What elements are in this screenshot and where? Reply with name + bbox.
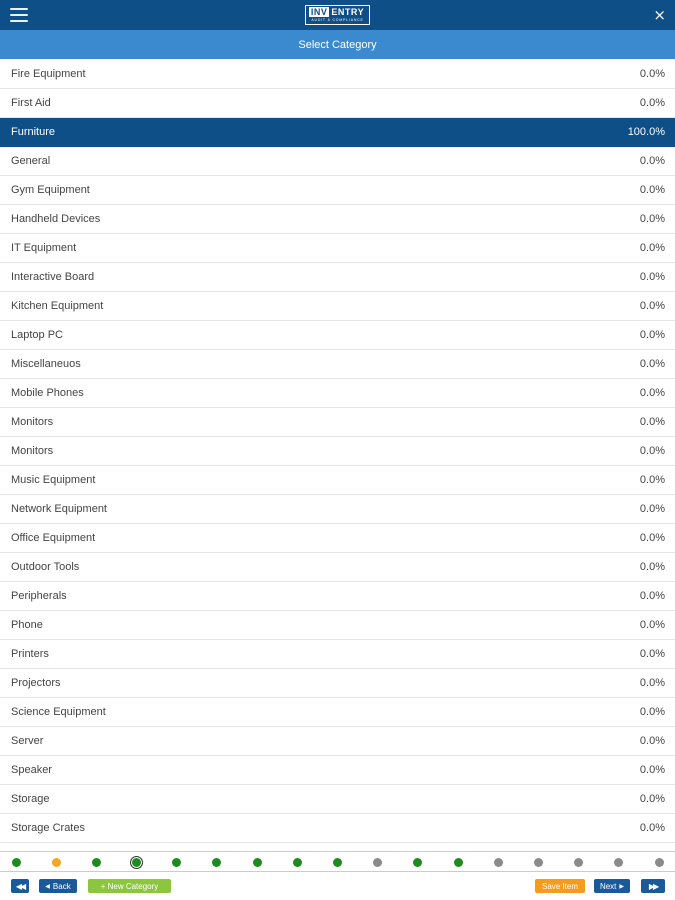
category-percent: 0.0% (639, 213, 665, 225)
category-name: IT Equipment (11, 242, 77, 254)
progress-dot-complete[interactable] (413, 858, 422, 867)
category-row[interactable] (0, 176, 675, 205)
category-percent: 0.0% (639, 474, 665, 486)
category-percent: 0.0% (639, 503, 665, 515)
category-percent: 0.0% (639, 793, 665, 805)
category-name: Handheld Devices (11, 213, 101, 225)
category-row[interactable] (0, 292, 675, 321)
category-percent: 0.0% (639, 68, 665, 80)
rewind-icon: ◀◀ (15, 881, 25, 891)
category-percent: 0.0% (639, 155, 665, 167)
progress-dot-pending[interactable] (614, 858, 623, 867)
logo-inv-text: INV (310, 6, 328, 17)
category-percent: 0.0% (639, 706, 665, 718)
category-name: Office Equipment (11, 532, 96, 544)
category-name: Storage (11, 793, 50, 805)
back-button-label: Back (52, 881, 71, 891)
app-logo (305, 5, 370, 25)
menu-line (10, 14, 28, 16)
logo-entry-text: ENTRY (331, 6, 365, 17)
category-percent: 0.0% (639, 242, 665, 254)
category-row[interactable] (0, 147, 675, 176)
category-row[interactable] (0, 466, 675, 495)
first-page-button[interactable] (11, 879, 29, 893)
category-name: Fire Equipment (11, 68, 86, 80)
category-row[interactable] (0, 640, 675, 669)
category-row[interactable] (0, 437, 675, 466)
category-percent: 0.0% (639, 822, 665, 834)
progress-dot-pending[interactable] (574, 858, 583, 867)
save-item-label: Save Item (541, 881, 578, 891)
menu-line (10, 8, 28, 10)
progress-dot-complete[interactable] (172, 858, 181, 867)
progress-dot-complete[interactable] (253, 858, 262, 867)
next-button-label: Next (599, 881, 617, 891)
category-name: Laptop PC (11, 329, 63, 341)
next-button[interactable] (594, 879, 630, 893)
category-percent: 0.0% (639, 445, 665, 457)
category-percent: 0.0% (639, 619, 665, 631)
save-item-button[interactable] (535, 879, 585, 893)
category-row[interactable] (0, 60, 675, 89)
category-row[interactable] (0, 234, 675, 263)
category-name: Mobile Phones (11, 387, 84, 399)
category-name: Monitors (11, 445, 54, 457)
category-percent: 0.0% (639, 735, 665, 747)
fast-forward-icon: ▶▶ (648, 881, 658, 891)
category-name: Miscellaneuos (11, 358, 81, 370)
category-percent: 0.0% (639, 184, 665, 196)
top-bar (0, 0, 675, 30)
category-percent: 0.0% (639, 387, 665, 399)
category-name: Furniture (11, 126, 56, 138)
category-percent: 0.0% (639, 329, 665, 341)
new-category-label: + New Category (100, 881, 159, 891)
category-percent: 0.0% (639, 97, 665, 109)
category-name: Phone (11, 619, 43, 631)
category-row[interactable] (0, 553, 675, 582)
category-row[interactable] (0, 263, 675, 292)
progress-dot-in-progress[interactable] (52, 858, 61, 867)
progress-dot-pending[interactable] (534, 858, 543, 867)
category-name: Network Equipment (11, 503, 107, 515)
category-name: Music Equipment (11, 474, 96, 486)
category-name: Gym Equipment (11, 184, 90, 196)
category-percent: 0.0% (639, 764, 665, 776)
category-row[interactable] (0, 727, 675, 756)
category-name: Printers (11, 648, 49, 660)
category-name: Science Equipment (11, 706, 106, 718)
bottom-toolbar (0, 873, 675, 900)
category-row[interactable] (0, 350, 675, 379)
category-percent: 0.0% (639, 300, 665, 312)
category-name: Storage Crates (11, 822, 85, 834)
progress-dots-bar (0, 851, 675, 872)
category-row[interactable] (0, 205, 675, 234)
progress-dot-complete[interactable] (454, 858, 463, 867)
category-percent: 0.0% (639, 416, 665, 428)
category-row[interactable] (0, 669, 675, 698)
category-row[interactable] (0, 756, 675, 785)
progress-dot-current[interactable] (130, 856, 143, 869)
category-percent: 0.0% (639, 677, 665, 689)
progress-dot-complete[interactable] (293, 858, 302, 867)
category-percent: 0.0% (639, 590, 665, 602)
chevron-right-icon: ▶ (619, 882, 625, 890)
category-row[interactable] (0, 495, 675, 524)
menu-line (10, 20, 28, 22)
category-percent: 0.0% (639, 648, 665, 660)
progress-dot-pending[interactable] (373, 858, 382, 867)
category-name: Interactive Board (11, 271, 95, 283)
progress-dot-pending[interactable] (655, 858, 664, 867)
close-icon[interactable]: × (653, 6, 666, 24)
category-row[interactable] (0, 379, 675, 408)
category-name: Outdoor Tools (11, 561, 80, 573)
new-category-button[interactable] (88, 879, 171, 893)
category-list (0, 60, 675, 851)
category-percent: 0.0% (639, 532, 665, 544)
category-name: General (11, 155, 51, 167)
category-percent: 0.0% (639, 561, 665, 573)
last-page-button[interactable] (641, 879, 665, 893)
chevron-left-icon: ◀ (45, 882, 50, 890)
category-row[interactable] (0, 611, 675, 640)
category-name: Speaker (11, 764, 52, 776)
progress-dot-complete[interactable] (12, 858, 21, 867)
hamburger-menu-icon[interactable] (10, 8, 28, 22)
category-percent: 0.0% (639, 271, 665, 283)
category-name: Monitors (11, 416, 54, 428)
category-row[interactable] (0, 698, 675, 727)
back-button[interactable] (39, 879, 77, 893)
category-row[interactable] (0, 321, 675, 350)
category-row[interactable] (0, 524, 675, 553)
progress-dot-complete[interactable] (92, 858, 101, 867)
category-name: Server (11, 735, 44, 747)
category-row[interactable] (0, 785, 675, 814)
category-percent: 100.0% (627, 126, 665, 138)
category-row[interactable] (0, 89, 675, 118)
category-name: Peripherals (11, 590, 67, 602)
category-name: First Aid (11, 97, 51, 109)
logo-wordmark (309, 7, 366, 17)
logo-tagline: AUDIT & COMPLIANCE (311, 17, 364, 22)
progress-dot-complete[interactable] (212, 858, 221, 867)
category-name: Kitchen Equipment (11, 300, 104, 312)
category-row[interactable] (0, 118, 675, 147)
progress-dot-complete[interactable] (333, 858, 342, 867)
category-percent: 0.0% (639, 358, 665, 370)
progress-dot-pending[interactable] (494, 858, 503, 867)
category-row[interactable] (0, 814, 675, 843)
category-name: Projectors (11, 677, 61, 689)
category-row[interactable] (0, 582, 675, 611)
category-row[interactable] (0, 408, 675, 437)
page-title: Select Category (0, 30, 675, 59)
